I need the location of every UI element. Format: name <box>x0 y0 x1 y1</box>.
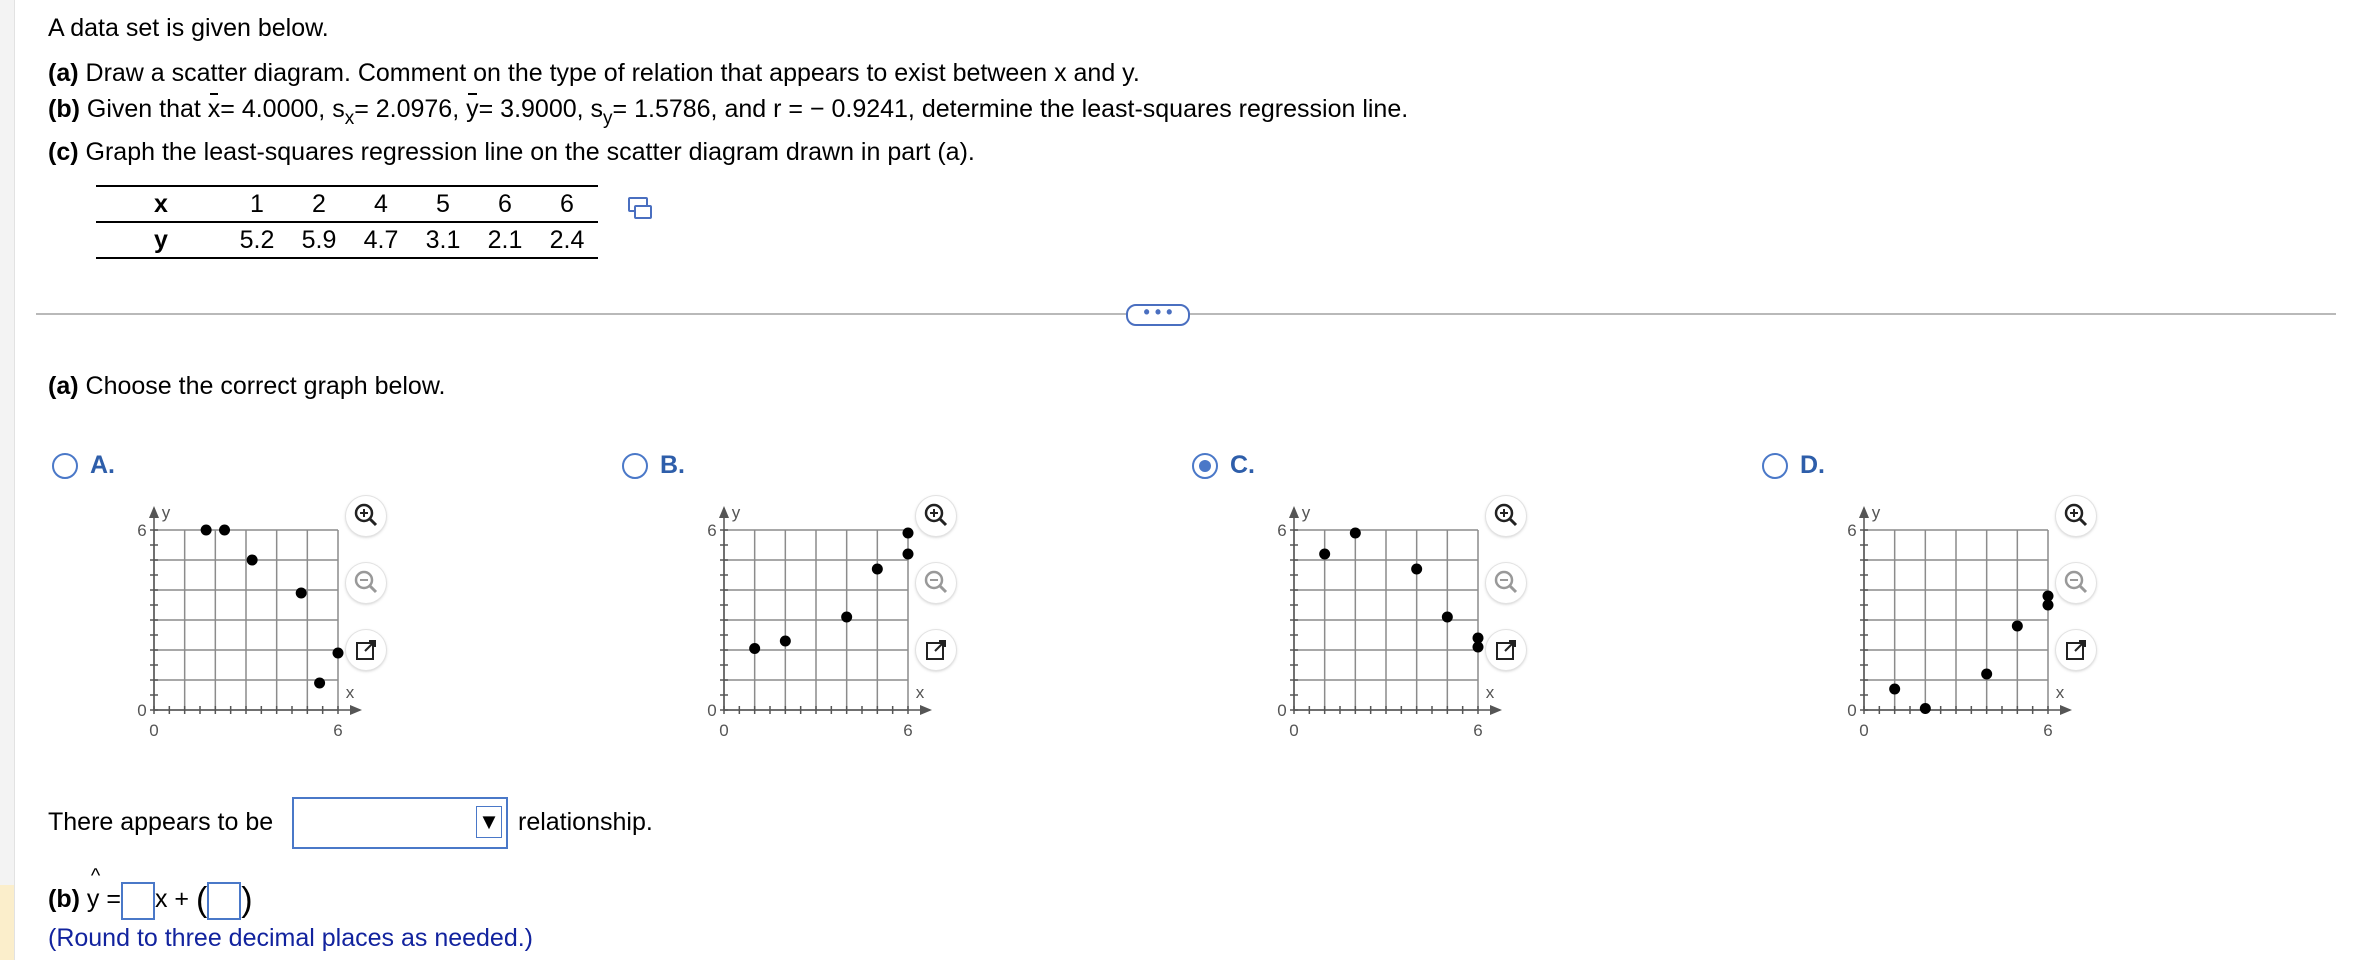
data-point <box>1350 528 1361 539</box>
data-point <box>841 612 852 623</box>
x-axis-label: x <box>915 683 925 702</box>
ybar-symbol: y <box>466 95 479 123</box>
y-header: y <box>96 222 226 258</box>
xbar-value: = 4.0000, <box>220 95 326 123</box>
zoom-in-icon[interactable] <box>2056 496 2096 536</box>
sx-value: = 2.0976, <box>354 95 460 123</box>
sy-subscript: y <box>603 108 613 129</box>
x-axis-label: x <box>2055 683 2065 702</box>
x-axis-arrow <box>920 705 932 715</box>
part-b-given: Given that <box>86 95 201 123</box>
ybar-value: = 3.9000, <box>478 95 584 123</box>
data-table <box>96 185 598 259</box>
y-tick-label: 0 <box>137 701 147 720</box>
data-point <box>1473 633 1484 644</box>
popout-icon[interactable] <box>2056 630 2096 670</box>
x-tick-label: 6 <box>333 721 343 740</box>
relationship-suffix: relationship. <box>518 808 653 836</box>
equals-sign: = <box>106 885 121 914</box>
y-axis-arrow <box>719 506 729 518</box>
y-axis-label: y <box>161 503 171 522</box>
data-point <box>1981 669 1992 680</box>
question-a-text: Choose the correct graph below. <box>85 372 446 400</box>
y-tick-label: 6 <box>137 521 147 540</box>
y-axis-arrow <box>1859 506 1869 518</box>
x-tick-label: 0 <box>149 721 159 740</box>
expand-button[interactable]: • • • <box>1126 304 1190 326</box>
radio-button[interactable] <box>622 453 648 479</box>
question-b-label: (b) <box>48 885 80 914</box>
x-header: x <box>96 186 226 222</box>
y-cell: 5.2 <box>226 222 288 258</box>
zoom-out-icon[interactable] <box>346 563 386 603</box>
y-tick-label: 6 <box>707 521 717 540</box>
problem-part-a <box>48 59 1140 88</box>
x-tick-label: 6 <box>1473 721 1483 740</box>
zoom-out-icon[interactable] <box>2056 563 2096 603</box>
dropdown-arrow-icon[interactable]: ▼ <box>476 806 502 838</box>
problem-part-b <box>48 95 1409 129</box>
x-cell: 2 <box>288 186 350 222</box>
question-a <box>48 372 445 401</box>
x-cell: 4 <box>350 186 412 222</box>
option-letter: D. <box>1800 451 1825 479</box>
data-point <box>333 648 344 659</box>
y-cell: 2.1 <box>474 222 536 258</box>
y-axis-label: y <box>1301 503 1311 522</box>
option-letter: B. <box>660 451 685 479</box>
sy-symbol: s <box>590 95 604 123</box>
left-margin-bar <box>0 0 15 960</box>
problem-intro: A data set is given below. <box>48 14 329 42</box>
data-point <box>247 555 258 566</box>
data-point <box>780 636 791 647</box>
y-axis-label: y <box>731 503 741 522</box>
x-axis-arrow <box>350 705 362 715</box>
intercept-input[interactable] <box>207 882 241 920</box>
zoom-out-icon[interactable] <box>916 563 956 603</box>
data-point <box>201 525 212 536</box>
y-cell: 2.4 <box>536 222 598 258</box>
part-a-text: Draw a scatter diagram. Comment on the type of relation that appears to exist between x and y. <box>85 59 1140 87</box>
zoom-in-icon[interactable] <box>916 496 956 536</box>
x-cell: 1 <box>226 186 288 222</box>
y-axis-arrow <box>149 506 159 518</box>
sy-value: = 1.5786, and r = − 0.9241, determine the least-squares regression line. <box>612 95 1409 123</box>
x-axis-label: x <box>1485 683 1495 702</box>
popout-icon[interactable] <box>916 630 956 670</box>
y-axis-arrow <box>1289 506 1299 518</box>
x-axis-arrow <box>1490 705 1502 715</box>
data-point <box>1920 703 1931 714</box>
part-b-label: (b) <box>48 95 80 123</box>
part-c-text: Graph the least-squares regression line on the scatter diagram drawn in part (a). <box>85 138 975 166</box>
option-letter: C. <box>1230 451 1255 479</box>
y-tick-label: 6 <box>1847 521 1857 540</box>
question-b <box>48 881 253 920</box>
data-point <box>903 549 914 560</box>
scatter-graph <box>88 488 355 748</box>
data-point <box>749 643 760 654</box>
x-tick-label: 0 <box>1289 721 1299 740</box>
y-axis-label: y <box>1871 503 1881 522</box>
y-cell: 3.1 <box>412 222 474 258</box>
x-cell: 5 <box>412 186 474 222</box>
scatter-graph <box>1798 488 2065 748</box>
rounding-note: (Round to three decimal places as needed.) <box>48 924 534 952</box>
slope-input[interactable] <box>121 882 155 920</box>
x-axis-label: x <box>345 683 355 702</box>
x-tick-label: 6 <box>903 721 913 740</box>
popout-icon[interactable] <box>1486 630 1526 670</box>
radio-button[interactable] <box>1192 453 1218 479</box>
x-cell: 6 <box>474 186 536 222</box>
data-point <box>1411 564 1422 575</box>
part-a-label: (a) <box>48 59 79 87</box>
y-tick-label: 0 <box>1847 701 1857 720</box>
data-point <box>1442 612 1453 623</box>
yhat-symbol: ^ y <box>87 885 100 914</box>
data-point <box>1889 684 1900 695</box>
data-point <box>296 588 307 599</box>
x-tick-label: 0 <box>1859 721 1869 740</box>
scatter-graph <box>1228 488 1495 748</box>
open-paren: ( <box>195 881 208 919</box>
data-point <box>314 678 325 689</box>
scatter-graph <box>658 488 925 748</box>
option-letter: A. <box>90 451 115 479</box>
data-point <box>219 525 230 536</box>
sx-subscript: x <box>344 108 355 129</box>
y-cell: 4.7 <box>350 222 412 258</box>
close-paren: ) <box>241 881 253 919</box>
copy-data-icon[interactable] <box>628 197 648 212</box>
part-c-label: (c) <box>48 138 79 166</box>
x-tick-label: 6 <box>2043 721 2053 740</box>
sx-symbol: s <box>332 95 345 123</box>
table-row-x <box>96 186 598 222</box>
question-a-label: (a) <box>48 372 79 400</box>
x-cell: 6 <box>536 186 598 222</box>
zoom-in-icon[interactable] <box>346 496 386 536</box>
xbar-symbol: x <box>207 95 221 123</box>
x-axis-arrow <box>2060 705 2072 715</box>
radio-button[interactable] <box>1762 453 1788 479</box>
data-point <box>903 528 914 539</box>
data-point <box>2012 621 2023 632</box>
data-point <box>872 564 883 575</box>
x-tick-label: 0 <box>719 721 729 740</box>
table-row-y <box>96 222 598 258</box>
data-point <box>2043 591 2054 602</box>
answer-highlight <box>0 885 14 960</box>
data-point <box>1319 549 1330 560</box>
zoom-in-icon[interactable] <box>1486 496 1526 536</box>
y-tick-label: 6 <box>1277 521 1287 540</box>
zoom-out-icon[interactable] <box>1486 563 1526 603</box>
y-tick-label: 0 <box>707 701 717 720</box>
y-cell: 5.9 <box>288 222 350 258</box>
relationship-dropdown[interactable] <box>292 797 508 849</box>
popout-icon[interactable] <box>346 630 386 670</box>
relationship-prefix: There appears to be <box>48 808 274 836</box>
y-tick-label: 0 <box>1277 701 1287 720</box>
x-plus-text: x + <box>154 885 189 914</box>
problem-part-c <box>48 138 975 167</box>
radio-button[interactable] <box>52 453 78 479</box>
